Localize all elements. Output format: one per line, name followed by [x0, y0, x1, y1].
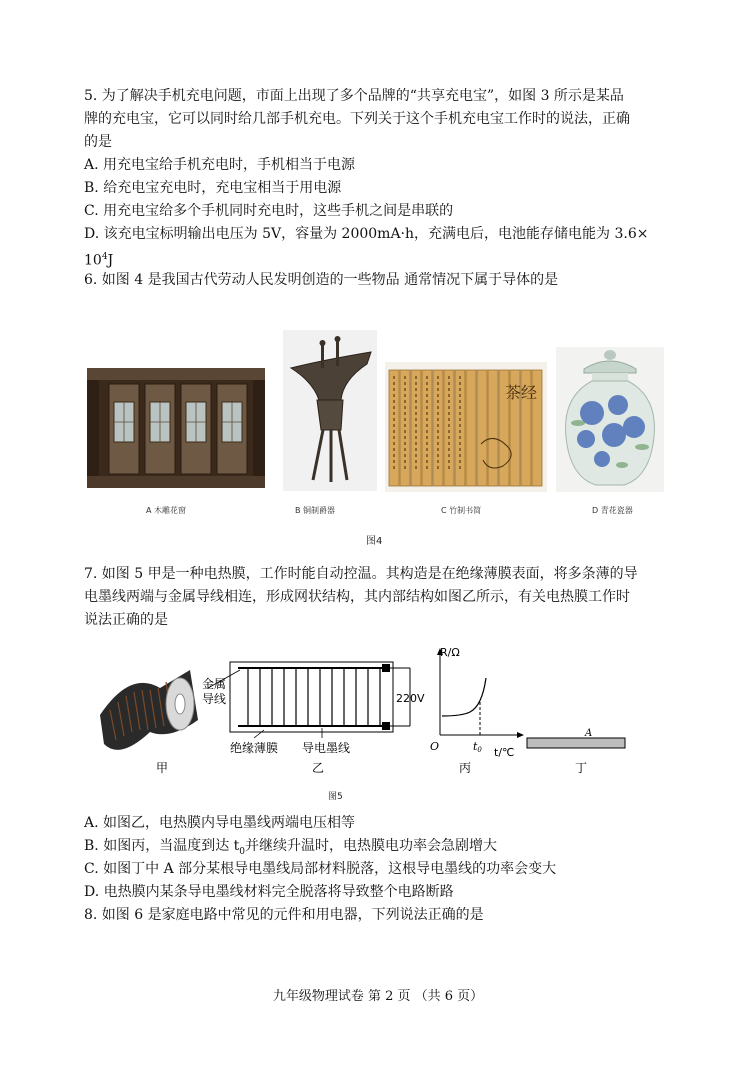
page-footer: 九年级物理试卷 第 2 页 （共 6 页） — [272, 989, 484, 1004]
caption-b: B 铜制爵器 — [295, 506, 336, 515]
q7-stem-line-2: 电墨线两端与金属导线相连，形成网状结构，其内部结构如图乙所示，有关电热膜工作时 — [84, 589, 630, 605]
label-part-a: A — [585, 728, 593, 739]
figure-4-label: 图4 — [366, 536, 383, 547]
graph-origin: O — [430, 740, 440, 753]
label-voltage: 220V — [396, 692, 425, 705]
q8-stem: 8. 如图 6 是家庭电路中常见的元件和用电器，下列说法正确的是 — [84, 907, 484, 923]
q5-unit: J — [107, 252, 114, 269]
q5-stem-line-3: 的是 — [84, 134, 112, 150]
sub-label-bing: 丙 — [459, 761, 472, 775]
q5-option-c: C. 用充电宝给多个手机同时充电时，这些手机之间是串联的 — [84, 203, 454, 219]
caption-d: D 青花瓷器 — [592, 506, 633, 515]
q7-option-b: B. 如图丙，当温度到达 $t_0$并继续升温时，电热膜电功率会急剧增大 — [84, 838, 497, 857]
label-metal-line-1: 金属 — [202, 677, 227, 691]
q7-option-c: C. 如图丁中 A 部分某根导电墨线局部材料脱落，这根导电墨线的功率会变大 — [84, 861, 557, 877]
resistance-temperature-graph — [437, 648, 524, 738]
label-insulating-film: 绝缘薄膜 — [230, 741, 279, 755]
label-metal-line-2: 导线 — [202, 692, 227, 706]
graph-x-label: t/℃ — [494, 746, 515, 759]
q7-option-a: A. 如图乙，电热膜内导电墨线两端电压相等 — [84, 815, 356, 831]
q7-stem-line-3: 说法正确的是 — [84, 612, 168, 628]
photo-bamboo-slips — [385, 362, 547, 492]
photo-porcelain-jar — [556, 347, 664, 492]
graph-y-label: R/Ω — [440, 646, 460, 659]
q5-stem-line-2: 牌的充电宝，它可以同时给几部手机充电。下列关于这个手机充电宝工作时的说法，正确 — [84, 111, 630, 127]
caption-c: C 竹制书简 — [441, 506, 482, 515]
sub-label-yi: 乙 — [312, 761, 325, 775]
heating-film-roll — [100, 670, 198, 750]
bamboo-title: 茶经 — [505, 383, 538, 402]
circuit-diagram — [208, 662, 410, 738]
q5-power-base: 10 — [84, 252, 102, 269]
q5-option-a: A. 用充电宝给手机充电时，手机相当于电源 — [84, 157, 356, 173]
q5-stem-line-1: 5. 为了解决手机充电问题，市面上出现了多个品牌的“共享充电宝”，如图 3 所示是某品 — [84, 88, 624, 104]
photo-wooden-window — [87, 368, 265, 488]
q7-option-d: D. 电热膜内某条导电墨线材料完全脱落将导致整个电路断路 — [84, 884, 454, 900]
caption-a: A 木雕花窗 — [146, 506, 187, 515]
q5-option-d-line-2 — [84, 247, 113, 271]
ink-line-strip — [527, 738, 625, 748]
sub-label-jia: 甲 — [156, 761, 169, 775]
graph-t0: t0 — [473, 740, 482, 754]
q7-stem-line-1: 7. 如图 5 甲是一种电热膜，工作时能自动控温。其构造是在绝缘薄膜表面，将多条薄的导 — [84, 566, 638, 582]
sub-label-ding: 丁 — [575, 761, 588, 775]
q5-option-b: B. 给充电宝充电时，充电宝相当于用电源 — [84, 180, 342, 196]
q6-stem: 6. 如图 4 是我国古代劳动人民发明创造的一些物品 通常情况下属于导体的是 — [84, 272, 559, 288]
q5-option-d-line-1: D. 该充电宝标明输出电压为 5V，容量为 2000mA·h，充满电后，电池能存储电能为 3.6× — [84, 226, 649, 242]
label-conductive-ink: 导电墨线 — [302, 741, 351, 755]
figure-5 — [90, 640, 650, 790]
q5-power-exponent: 4 — [101, 252, 108, 262]
photo-bronze-jue — [283, 330, 377, 491]
figure-5-label: 图5 — [328, 792, 343, 802]
